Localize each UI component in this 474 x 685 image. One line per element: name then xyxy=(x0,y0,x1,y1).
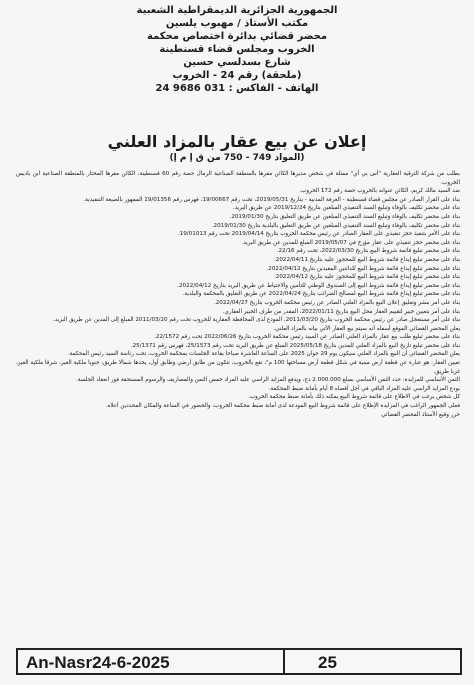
notice-paragraph: بناء على محضر تبليغ إيداع قائمة شروط البيع للدائنين المقيدين بتاريخ 2022/04/12. xyxy=(266,265,460,272)
notice-paragraph: بناء على محضر تبليغ إيداع قائمة شروط البيع لمصالح الضرائب بتاريخ 2022/04/24 عن طريق التعليق بالمحكمة والبلدية. xyxy=(182,291,460,298)
page-footer xyxy=(16,648,462,675)
footer-divider xyxy=(283,650,285,673)
notice-paragraph: بناء على محضر تكليف بالوفاء وتبليغ السند التنفيذي المبلغين بتاريخ 2019/12/24 عن طريق البريد. xyxy=(232,205,460,212)
notice-paragraph: بناء على أمر بتعيين خبير لتقييم العقار محل البيع بتاريخ 2022/01/11، المقدر من طرف الخبير العقاري. xyxy=(222,308,460,315)
header-line-court: الخروب ومجلس قضاء قسنطينة xyxy=(159,44,315,55)
notice-body xyxy=(16,170,460,419)
header-line-annex: (ملحقة) رقم 24 - الخروب xyxy=(172,70,302,81)
header-line-street: شارع بسدلسي حسين xyxy=(183,57,291,68)
header-line-bailiff: محضر قضائي بدائرة اختصاص محكمة xyxy=(146,31,328,42)
notice-paragraph: بناء على محضر تبليغ تاريخ البيع بالمزاد العلني للمدين بتاريخ 2025/05/18 المبلغ عن طريق البريد تحت رقم 25/1573، فهرس رقم 25/1371. xyxy=(130,342,460,349)
notice-paragraph: بناء على محضر تبليغ طلب بيع عقار بالمزاد العلني الصادر عن السيد رئيس محكمة الخروب بتاريخ 2022/06/26 تحت رقم 22/1572. xyxy=(154,334,460,341)
notice-paragraph: يودع المزايد الراسي عليه المزاد الباقي في أجل أقصاه 8 أيام بأمانة ضبط المحكمة. xyxy=(268,385,460,392)
notice-paragraph: فعلى الجمهور الراغب في المزايدة الإطلاع على قائمة شروط البيع المودعة لدى أمانة ضبط محكمة الخروب، والحضور في الساعة والمكان المحددين أعلاه. xyxy=(105,403,460,410)
notice-paragraph: بناء على أمر بنشر وتعليق إعلان البيع بالمزاد العلني الصادر عن رئيس محكمة الخروب بتاريخ 2022/04/27. xyxy=(213,299,460,306)
page-number: 25 xyxy=(318,653,337,672)
notice-subtitle: (المواد 749 - 750 من ق إ م إ) xyxy=(169,153,305,163)
notice-paragraph: يعلن المحضر القضائي الموقع أسفله أنه سيتم بيع العقار الآتي بيانه بالمزاد العلني. xyxy=(273,325,460,332)
header-line-republic: الجمهورية الجزائرية الديمقراطية الشعبية xyxy=(136,5,338,16)
notice-paragraph: بناء على محضر تبليغ إيداع قائمة شروط البيع للمحجوز عليه بتاريخ 2022/04/11. xyxy=(274,256,460,263)
notice-paragraph: كل شخص يرغب في الاطلاع على قائمة شروط البيع يمكنه ذلك بأمانة ضبط محكمة الخروب. xyxy=(248,394,460,401)
header-line-phone: الهاتف - الفاكس : 031 9686 24 xyxy=(155,83,319,94)
notice-paragraph: بطلب من شركة الترقية العقارية "أس بي أي" ممثلة في شخص مديرها الكائن مقرها بالمنطقة الصناعية الرمال حصة رقم 60 قسنطينة، الكائن مقرها المختار بالمنطقة الصناعية ابن باديس الخروب. xyxy=(16,171,460,186)
notice-paragraph: بناء على الأمر بتنفيذ حجز تنفيذي على العقار الصادر عن رئيس محكمة الخروب بتاريخ 2019/04/14 تحت رقم 19/01013. xyxy=(177,231,460,238)
notice-paragraph: تعيين العقار: هو عبارة عن قطعة أرض مبنية في شكل قطعة أرض مساحتها 100 م²، تقع بالخروب، تتكون من طابق أرضي وطابق أول، يحدها شمالا طريق، جنوبا ملكية الغير، شرقا ملكية الغير، غربا طريق. xyxy=(16,360,460,375)
notice-paragraph: بناء على محضر تبليغ إيداع قائمة شروط البيع إلى الصندوق الوطني للتأمين والاحتياط عن طريق البريد بتاريخ 2022/04/12. xyxy=(177,282,460,289)
notice-paragraph: بناء على محضر تبليغ قائمة شروط البيع بتاريخ 2022/03/30، تحت رقم 22/16. xyxy=(276,248,460,255)
newspaper-source-date: An-Nasr24-6-2025 xyxy=(26,653,170,672)
header-line-office: مكتب الأستاذ / مهبوب يلسين xyxy=(165,18,309,29)
notice-paragraph: بناء على القرار الصادر عن مجلس قضاء قسنطينة - الغرفة المدنية - بتاريخ 2019/05/31، تحت رقم 19/00667، فهرس رقم 19/01356 الممهور بالصيغة التنفيذية. xyxy=(83,196,460,203)
notice-paragraph: بناء على محضر تكليف بالوفاء وتبليغ السند التنفيذي المبلغين عن طريق التعليق بتاريخ 2019/01/30. xyxy=(229,213,460,220)
notice-paragraph: الثمن الأساسي للمزايدة: حدد الثمن الأساسي بمبلغ 2.000.000 دج، ويدفع المزايد الراسي عليه المزاد خمس الثمن والمصاريف والرسوم المستحقة فور انعقاد الجلسة. xyxy=(75,377,460,384)
notice-paragraph: بناء على محضر حجز تنفيذي على عقار مؤرخ في 2019/05/07 المبلغ للمدين عن طريق البريد. xyxy=(241,239,460,246)
notice-paragraph: حرر وقيع الأستاذ المحضر القضائي xyxy=(381,411,460,418)
notice-paragraph: ضد السيد مالك كريم، الكائن عنوانه بالخروب حصة رقم 172 الخروب. xyxy=(299,188,460,195)
notice-paragraph: بناء على محضر تكليف بالوفاء وتبليغ السند التنفيذي المبلغين عن طريق التعليق بالبلدية بتاريخ 2019/01/30. xyxy=(211,222,460,229)
notice-paragraph: بناء على محضر تبليغ إيداع قائمة شروط البيع للمحجوز عليه بتاريخ 2022/04/12. xyxy=(274,274,460,281)
notice-paragraph: يعلن المحضر القضائي أن البيع بالمزاد العلني سيكون يوم 29 جوان 2025 على الساعة العاشرة صباحا بقاعة الجلسات بمحكمة الخروب، تحت رئاسة السيد رئيس المحكمة. xyxy=(67,351,460,358)
notice-paragraph: بناء على أمر مستعجل صادر عن رئيس محكمة الخروب بتاريخ 2011/03/20، المودع لدى المحافظة العقارية للخروب تحت رقم 2011/03/20 المبلغ إلى المدين عن طريق البريد. xyxy=(52,317,460,324)
notice-title: إعلان عن بيع عقار بالمزاد العلني xyxy=(107,132,367,151)
